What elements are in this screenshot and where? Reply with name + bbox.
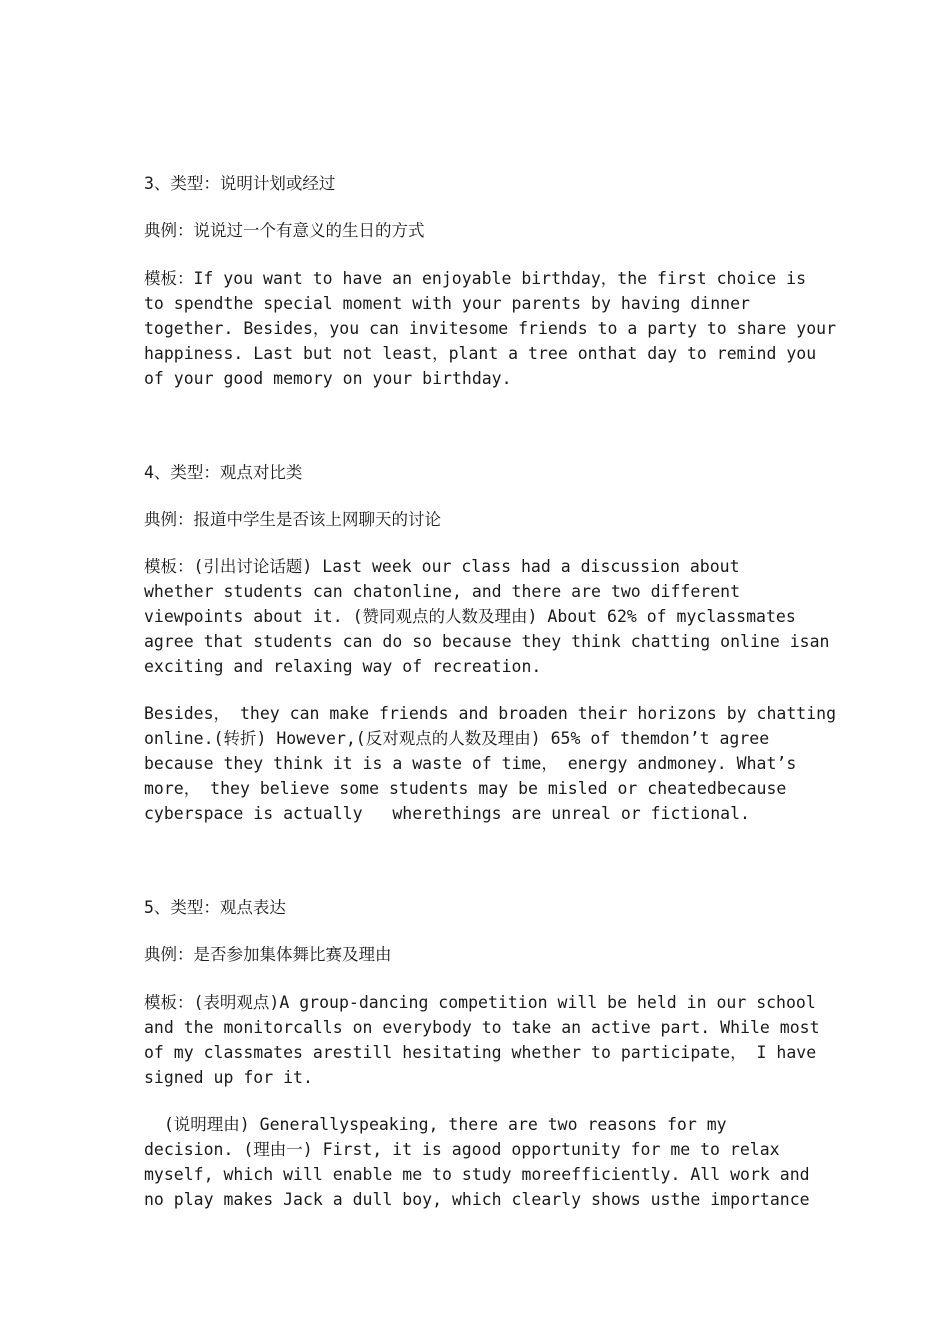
template-text-line: because they think it is a waste of time， energy andmoney. What’s (144, 754, 797, 773)
template-text-line: 模板：(表明观点)A group-dancing competition will be held in our school (144, 993, 816, 1012)
section-example-line: 典例：说说过一个有意义的生日的方式 (144, 221, 425, 240)
template-text-line: whether students can chatonline, and there are two different (144, 582, 741, 601)
template-text-line: of my classmates arestill hesitating whether to participate， I have (144, 1043, 817, 1062)
template-text-line: cyberspace is actually wherethings are unreal or fictional. (144, 804, 750, 823)
template-text-line: to spendthe special moment with your parents by having dinner (144, 294, 750, 313)
template-text-line: viewpoints about it. (赞同观点的人数及理由) About 62% of myclassmates (144, 607, 796, 626)
template-text-line: Besides， they can make friends and broaden their horizons by chatting (144, 704, 837, 723)
template-text-line: no play makes Jack a dull boy, which clearly shows usthe importance (144, 1190, 810, 1209)
template-text-line: more， they believe some students may be misled or cheatedbecause (144, 779, 787, 798)
template-text-line: decision. (理由一) First, it is agood opportunity for me to relax (144, 1140, 780, 1159)
section-type-heading: 3、类型：说明计划或经过 (144, 174, 336, 193)
template-text-line: signed up for it. (144, 1068, 313, 1087)
template-text-line: exciting and relaxing way of recreation. (144, 657, 542, 676)
template-text-line: (说明理由) Generallyspeaking, there are two reasons for my (144, 1115, 727, 1134)
template-text-line: online.(转折) However,(反对观点的人数及理由) 65% of themdon’t agree (144, 729, 770, 748)
template-text-line: 模板：(引出讨论话题) Last week our class had a discussion about (144, 557, 740, 576)
section-type-heading: 5、类型：观点表达 (144, 898, 286, 917)
template-text-line: agree that students can do so because they think chatting online isan (144, 632, 830, 651)
section-example-line: 典例：报道中学生是否该上网聊天的讨论 (144, 510, 441, 529)
template-text-line: together. Besides，you can invitesome friends to a party to share your (144, 319, 837, 338)
template-text-line: of your good memory on your birthday. (144, 369, 512, 388)
template-text-line: and the monitorcalls on everybody to take an active part. While most (144, 1018, 820, 1037)
template-text-line: happiness. Last but not least，plant a tree onthat day to remind you (144, 344, 817, 363)
template-text-line: 模板：If you want to have an enjoyable birthday，the first choice is (144, 269, 807, 288)
section-type-heading: 4、类型：观点对比类 (144, 463, 303, 482)
template-text-line: myself, which will enable me to study moreefficiently. All work and (144, 1165, 810, 1184)
section-example-line: 典例：是否参加集体舞比赛及理由 (144, 945, 392, 964)
